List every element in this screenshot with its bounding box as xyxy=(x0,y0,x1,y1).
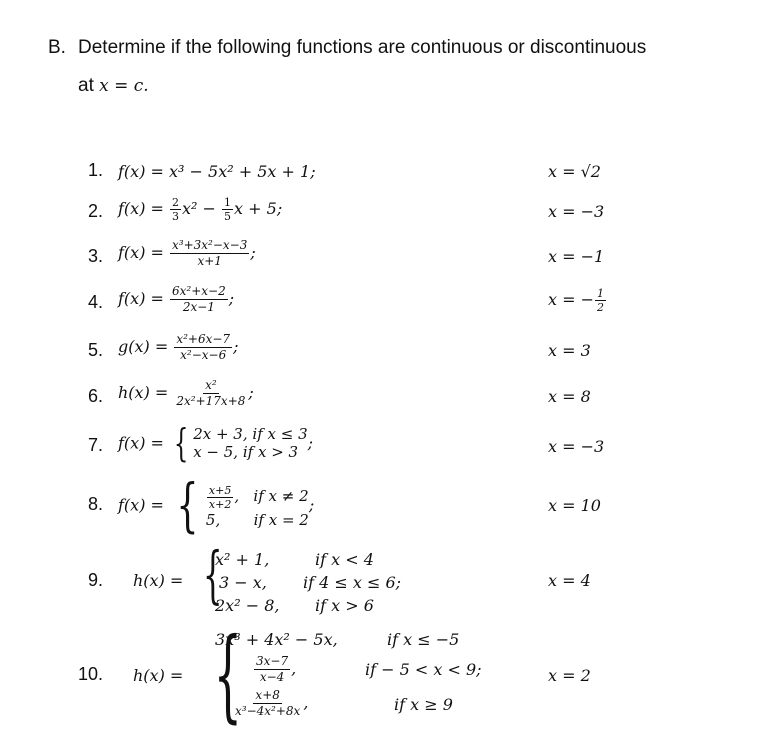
fraction xyxy=(254,654,290,685)
numerator: x²+6x−7 xyxy=(176,332,231,346)
problem-number: 4. xyxy=(88,292,104,312)
problem-7-condition: x = −3 xyxy=(548,437,605,456)
problem-3-expression xyxy=(118,238,256,269)
condition-prefix: x = − xyxy=(548,290,595,309)
function-name: f(x) = xyxy=(118,162,170,181)
problem-9-function-name: h(x) = xyxy=(133,571,184,590)
problem-10-function-name: h(x) = xyxy=(133,666,184,685)
denominator: 5 xyxy=(224,210,232,223)
case-condition: if 4 ≤ x ≤ 6; xyxy=(303,573,402,592)
function-body: x³ − 5x² + 5x + 1; xyxy=(169,162,316,181)
problem-10-case-3-condition: if x ≥ 9 xyxy=(394,695,453,714)
fraction xyxy=(207,484,233,511)
fraction xyxy=(170,238,249,269)
problem-1-condition: x = √2 xyxy=(548,162,601,181)
case-condition: if x = 2 xyxy=(253,511,309,529)
punctuation: ; xyxy=(248,383,254,402)
case-value: 5, xyxy=(205,511,221,529)
case-row: 2x + 3, if x ≤ 3 xyxy=(193,425,308,443)
instructions-line-1 xyxy=(48,36,646,60)
problem-10-case-2: $\frac{3x-7}{x-4}$ , xyxy=(256,654,297,684)
problem-10-case-1: 3x³ + 4x² − 5x, xyxy=(215,630,338,649)
problem-6-expression xyxy=(118,378,254,409)
problem-5-condition: x = 3 xyxy=(548,341,591,360)
case-condition: if x ≠ 2 xyxy=(253,487,309,505)
numerator: 1 xyxy=(597,287,605,300)
problem-4-condition xyxy=(548,287,607,314)
problem-4-expression xyxy=(118,284,234,315)
fraction xyxy=(170,284,228,315)
fraction xyxy=(174,332,232,363)
problem-9-cases xyxy=(215,548,401,617)
denominator: 2 xyxy=(597,301,605,314)
punctuation: ; xyxy=(307,433,314,453)
case-row xyxy=(215,548,401,571)
case-value: 3 − x, xyxy=(219,573,267,592)
term: x² − xyxy=(182,199,222,218)
case-row: $\frac{x+5}{x+2}$ , if x ≠ 2 xyxy=(208,483,309,511)
problem-number: 2. xyxy=(88,201,104,221)
problem-2-expression xyxy=(118,196,282,223)
problem-number: 7. xyxy=(88,435,104,455)
case-row: x − 5, if x > 3 xyxy=(193,443,299,461)
case-row xyxy=(215,571,401,594)
left-brace: { xyxy=(176,471,199,539)
numerator: 1 xyxy=(224,196,232,209)
function-name: f(x) = xyxy=(118,433,170,453)
punctuation: ; xyxy=(228,289,235,308)
denominator: x+2 xyxy=(208,497,232,511)
problem-number: 3. xyxy=(88,246,104,266)
punctuation: ; xyxy=(250,243,256,262)
case-row xyxy=(215,594,401,617)
instructions-prefix: at xyxy=(78,75,100,96)
fraction xyxy=(222,196,233,223)
case-row xyxy=(206,511,309,529)
denominator: x³−4x²+8x xyxy=(235,704,301,718)
case-condition: if x < 4 xyxy=(315,550,374,569)
problem-9-condition: x = 4 xyxy=(548,571,591,590)
problem-number: 8. xyxy=(88,494,104,514)
left-brace: { xyxy=(173,421,189,465)
numerator: x² xyxy=(205,378,217,392)
problem-10-condition: x = 2 xyxy=(548,666,591,685)
problem-8-condition: x = 10 xyxy=(548,496,601,515)
instructions-text: Determine if the following functions are continuous or discontinuous xyxy=(78,37,647,58)
problem-number: 6. xyxy=(88,386,104,406)
denominator: x+1 xyxy=(197,254,222,268)
function-name: f(x) = xyxy=(118,199,170,218)
function-name: g(x) = xyxy=(118,337,174,356)
numerator: x+8 xyxy=(255,688,280,702)
problem-10-case-3: $\frac{x+8}{\text{x³−4x²+8x}}$ , xyxy=(235,688,309,718)
numerator: 6x²+x−2 xyxy=(172,284,226,298)
left-brace: { xyxy=(213,616,243,733)
problem-7-expression xyxy=(118,421,314,465)
piecewise-cases xyxy=(193,425,307,461)
case-value: x² + 1, xyxy=(215,550,270,569)
denominator: 2x²+17x+8 xyxy=(176,394,246,408)
instructions-line-2 xyxy=(78,74,149,98)
problem-6-condition: x = 8 xyxy=(548,387,591,406)
fraction xyxy=(595,287,606,314)
problem-1-expression xyxy=(118,162,316,181)
punctuation: ; xyxy=(233,337,239,356)
denominator: 2x−1 xyxy=(182,300,215,314)
left-brace: { xyxy=(202,538,223,611)
denominator: 3 xyxy=(172,210,180,223)
case-value: 2x² − 8, xyxy=(215,596,280,615)
denominator: x²−x−6 xyxy=(180,348,227,362)
numerator: x+5 xyxy=(208,483,232,497)
fraction xyxy=(233,688,302,719)
piecewise-cases xyxy=(206,481,309,529)
problem-3-condition: x = −1 xyxy=(548,247,605,266)
fraction xyxy=(174,378,247,409)
numerator: x³+3x²−x−3 xyxy=(172,238,248,252)
term: x + 5; xyxy=(234,199,283,218)
case-condition: if x > 6 xyxy=(315,596,374,615)
function-name: f(x) = xyxy=(118,289,170,308)
section-letter: B. xyxy=(48,37,66,58)
problem-number: 10. xyxy=(78,664,104,684)
problem-10-case-1-condition: if x ≤ −5 xyxy=(387,630,460,649)
instructions-math: x = c. xyxy=(99,76,149,96)
problem-5-expression xyxy=(118,332,238,363)
punctuation: ; xyxy=(308,495,315,515)
fraction xyxy=(170,196,181,223)
function-name: f(x) = xyxy=(118,495,170,515)
problem-number: 5. xyxy=(88,340,104,360)
numerator: 2 xyxy=(172,196,180,209)
numerator: 3x−7 xyxy=(256,654,289,668)
function-name: h(x) = xyxy=(118,383,174,402)
problem-10-case-2-condition: if − 5 < x < 9; xyxy=(365,660,482,679)
function-name: f(x) = xyxy=(118,243,170,262)
problem-8-expression xyxy=(118,471,315,539)
problem-number: 1. xyxy=(88,160,104,180)
denominator: x−4 xyxy=(259,670,285,684)
problem-2-condition: x = −3 xyxy=(548,202,605,221)
problem-number: 9. xyxy=(88,570,104,590)
